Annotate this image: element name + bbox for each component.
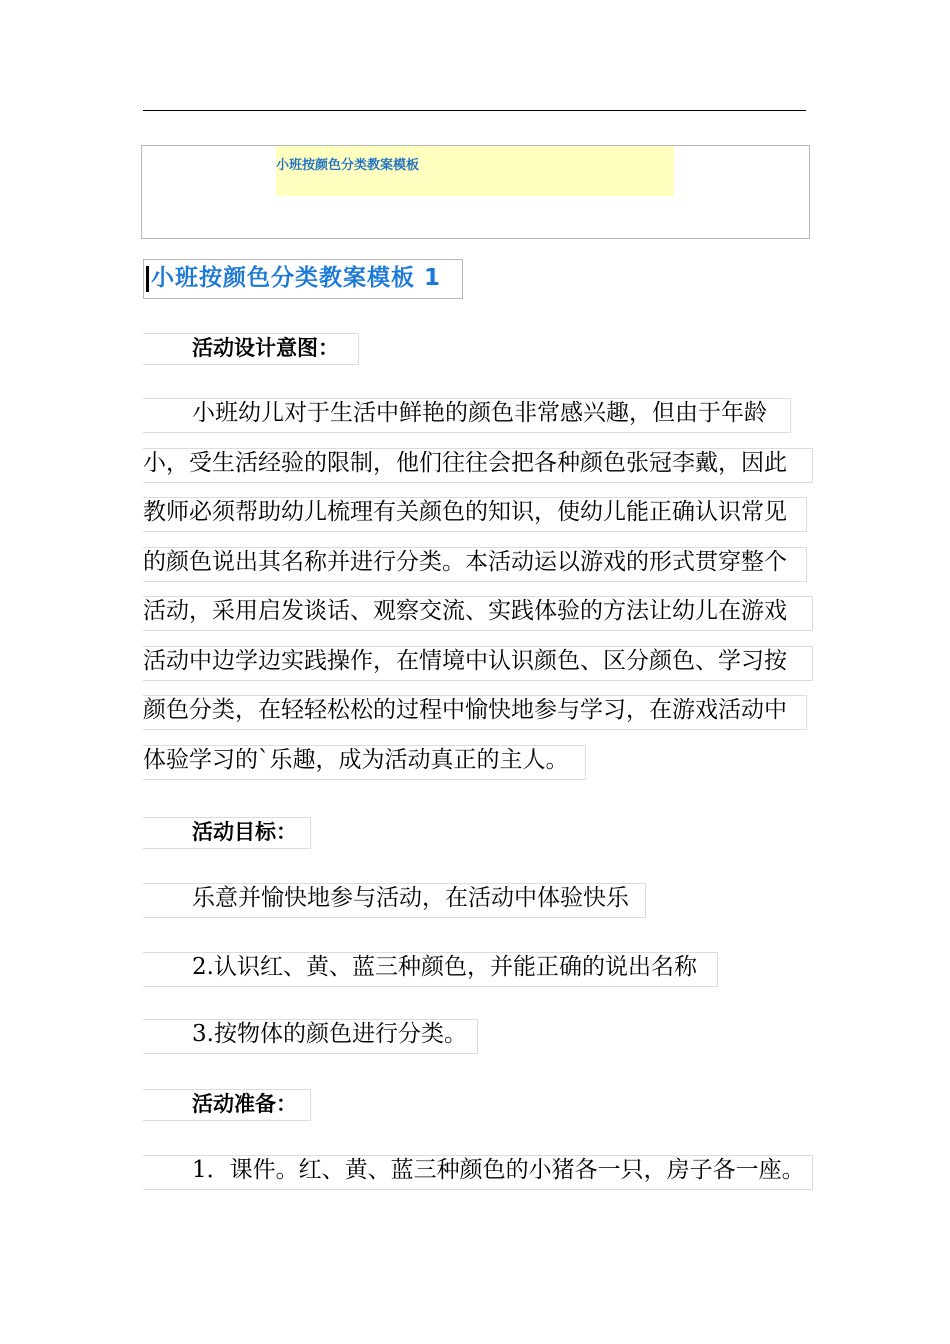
intent-line: 体验学习的`乐趣，成为活动真正的主人。	[143, 747, 569, 773]
heading-marker	[146, 266, 149, 292]
intent-line: 颜色分类，在轻轻松松的过程中愉快地参与学习，在游戏活动中	[143, 697, 787, 723]
header-title: 小班按颜色分类教案模板	[276, 146, 674, 196]
heading-text: 小班按颜色分类教案模板 1	[151, 265, 442, 291]
goal-label: 活动目标：	[192, 820, 297, 844]
goal-item: 乐意并愉快地参与活动，在活动中体验快乐	[192, 885, 629, 911]
intent-line: 活动中边学边实践操作，在情境中认识颜色、区分颜色、学习按	[143, 648, 787, 674]
top-rule	[143, 110, 806, 111]
prep-label: 活动准备：	[192, 1092, 297, 1116]
goal-item: 3.按物体的颜色进行分类。	[192, 1021, 467, 1047]
header-box	[141, 145, 810, 239]
intent-line: 教师必须帮助幼儿梳理有关颜色的知识，使幼儿能正确认识常见	[143, 499, 787, 525]
intent-line: 小，受生活经验的限制，他们往往会把各种颜色张冠李戴，因此	[143, 450, 787, 476]
goal-item: 2.认识红、黄、蓝三种颜色，并能正确的说出名称	[192, 954, 697, 980]
intent-label: 活动设计意图：	[192, 336, 339, 360]
intent-line: 小班幼儿对于生活中鲜艳的颜色非常感兴趣，但由于年龄	[192, 400, 767, 426]
intent-line: 活动，采用启发谈话、观察交流、实践体验的方法让幼儿在游戏	[143, 598, 787, 624]
prep-item: 1．课件。红、黄、蓝三种颜色的小猪各一只，房子各一座。	[192, 1157, 805, 1183]
section-heading	[143, 259, 463, 299]
intent-line: 的颜色说出其名称并进行分类。本活动运以游戏的形式贯穿整个	[143, 549, 787, 575]
